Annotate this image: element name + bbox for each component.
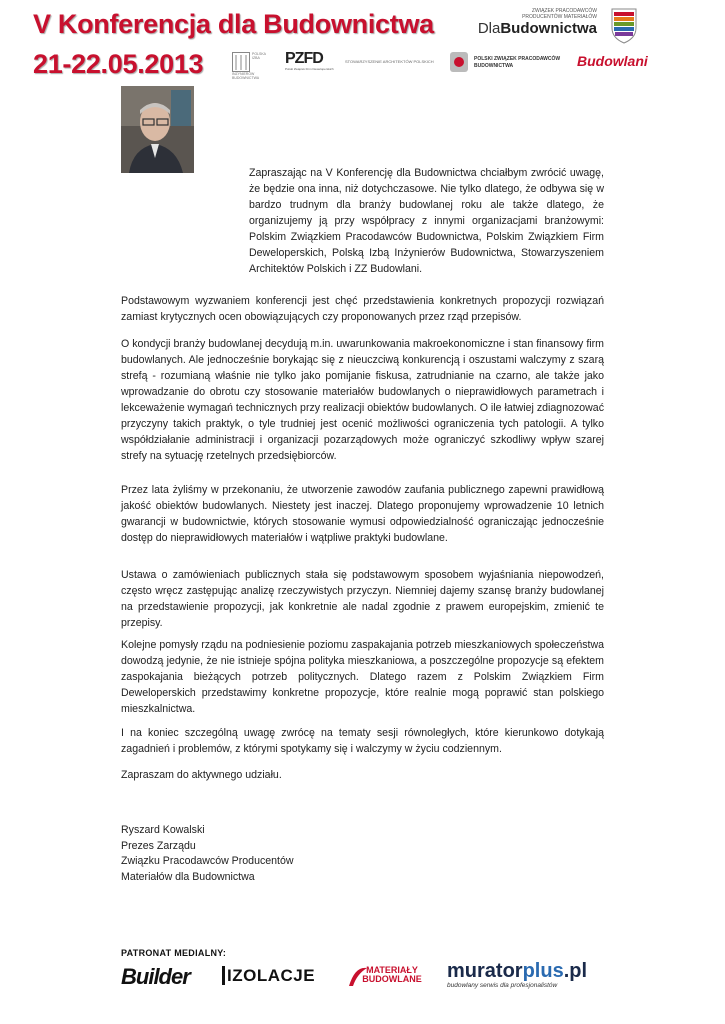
body-paragraph-5: Kolejne pomysły rządu na podniesienie poziomu zaspakajania potrzeb mieszkaniowych społeczeństwa dowodzą jedynie, że nie istnieje spójna polityka mieszkaniowa, a poszczególne propozycje są efektem zaspokajania bieżących potrzeb politycznych. Dlatego razem z Polskim Związkiem Firm Deweloperskich przedstawimy konkretne propozycje, które realnie mogą poprawić stan polskiego mieszkalnictwa. [121, 639, 604, 715]
closing-line: Zapraszam do aktywnego udziału. [121, 769, 282, 781]
muratorplus-tagline: budowlany serwis dla profesjonalistów [447, 982, 558, 989]
body-paragraph-2: O kondycji branży budowlanej decydują m.in. uwarunkowania makroekonomiczne i stan finansowy firm budowlanych. Ale jednocześnie borykając się z nieuczciwą konkurencją i oszustami walczymy z szarą strefą - rozumianą właśnie nie tylko jako pomijanie fiskusa, zatrudnianie na czarno, ale także jako wprowadzanie do obrotu czy stosowanie materiałów budowlanych o nieprawidłowych parametrach i lekceważenie wymagań technicznych przy realizacji obiektów budowlanych. O ile łatwiej zdiagnozować przyczyny takich praktyk, o tyle trudniej jest ocenić możliwości ograniczenia tych patologii. A tylko współdziałanie administracji i organizacji pozarządowych może ograniczyć szkodliwy wpływ szarej strefy na sytuację rzetelnych przedsiębiorców. [121, 338, 604, 462]
signature-role: Prezes Zarządu [121, 839, 196, 852]
izolacje-wordmark: IZOLACJE [222, 966, 315, 985]
body-paragraph-3: Przez lata żyliśmy w przekonaniu, że utworzenie zawodów zaufania publicznego zapewni prawidłową jakość obiektów budowlanych. Niestety jest inaczej. Dlatego proponujemy wprowadzenie 10 letnich gwarancji w budownictwie, których stosowanie wymusi odpowiedzialność ograniczając jednocześnie dostęp do nieprawidłowych materiałów i wątpliwe praktyki budowlane. [121, 484, 604, 544]
media-logo-muratorplus [447, 960, 588, 989]
organizer-logo-small-text: ZWIĄZEK PRACODAWCÓW PRODUCENTÓW MATERIAŁÓW [522, 8, 597, 20]
partner-logo-budowlani [577, 54, 677, 69]
muratorplus-name-a: murator [447, 960, 523, 982]
pzfd-subtitle: Polski Związek Firm Deweloperskich [285, 67, 334, 71]
portrait-image [121, 86, 194, 173]
budowlani-wordmark: Budowlani [577, 53, 648, 69]
materialy-budowlane-wordmark: MATERIAŁY BUDOWLANE [362, 965, 422, 984]
pzpb-label: POLSKI ZWIĄZEK PRACODAWCÓW BUDOWNICTWA [474, 56, 561, 69]
media-logo-izolacje [222, 966, 315, 986]
builder-wordmark: Builder [121, 964, 190, 989]
partner-logo-piib [232, 52, 272, 80]
organizer-logo [477, 4, 677, 44]
signature-block [121, 823, 421, 885]
pzfd-wordmark: PZFD [285, 50, 323, 67]
partner-logo-pzpb [450, 52, 570, 72]
partner-logo-pzfd [285, 50, 337, 71]
muratorplus-wordmark [447, 960, 588, 982]
sarp-label: STOWARZYSZENIE ARCHITEKTÓW POLSKICH [345, 59, 434, 64]
conference-date: 21-22.05.2013 [33, 49, 204, 79]
conference-title: V Konferencja dla Budownictwa [33, 9, 434, 39]
piib-building-icon [232, 52, 250, 72]
organizer-shield-icon [609, 6, 639, 44]
body-paragraph-6: I na koniec szczególną uwagę zwrócę na tematy sesji równoległych, które kierunkowo dotykają zagadnień i problemów, z którymi spotykamy się i walczymy w życiu codziennym. [121, 727, 604, 755]
media-patronage-label: PATRONAT MEDIALNY: [121, 948, 227, 958]
media-logo-materialy-budowlane [347, 962, 427, 990]
body-paragraph-4: Ustawa o zamówieniach publicznych stała się podstawowym sposobem wyjaśniania niepowodzeń, często wręcz zastępując analizę rzeczywistych przyczyn. Niemniej dajemy szansę branży budowlanej na przedstawienie propozycji, jak konkretnie ale nadal zgodnie z prawem europejskim, zmienić te przepisy. [121, 569, 604, 629]
organizer-logo-wordmark [478, 20, 597, 37]
signature-org-line1: Związku Pracodawców Producentów [121, 855, 294, 868]
muratorplus-name-b: plus [522, 960, 564, 982]
media-logo-builder [121, 964, 190, 990]
muratorplus-name-c: .pl [563, 960, 588, 982]
author-photo [121, 86, 194, 173]
pzpb-emblem-icon [450, 52, 468, 72]
organizer-logo-main: Budownictwa [500, 20, 597, 37]
piib-label: POLSKA IZBA INŻYNIERÓW BUDOWNICTWA [232, 52, 266, 80]
signature-org-line2: Materiałów dla Budownictwa [121, 870, 255, 883]
intro-paragraph: Zapraszając na V Konferencję dla Budownictwa chciałbym zwrócić uwagę, że będzie ona inna, niż dotychczasowe. Nie tylko dlatego, że odbywa się w bardzo trudnym dla branży budowlanej roku ale także dlatego, że organizujemy ją przy współpracy z innymi organizacjami branżowymi: Polskim Związkiem Pracodawców Budownictwa, Polskim Związkiem Firm Deweloperskich, Polską Izbą Inżynierów Budownictwa, Stowarzyszeniem Architektów Polskich i ZZ Budowlani. [249, 167, 604, 275]
body-paragraph-1: Podstawowym wyzwaniem konferencji jest chęć przedstawienia konkretnych propozycji rozwiązań zamiast krytycznych ocen obowiązujących czy proponowanych przez rząd przepisów. [121, 295, 604, 323]
partner-logos [232, 50, 677, 80]
partner-logo-sarp [345, 58, 445, 66]
signature-name: Ryszard Kowalski [121, 824, 205, 836]
organizer-logo-pre: Dla [477, 20, 501, 37]
